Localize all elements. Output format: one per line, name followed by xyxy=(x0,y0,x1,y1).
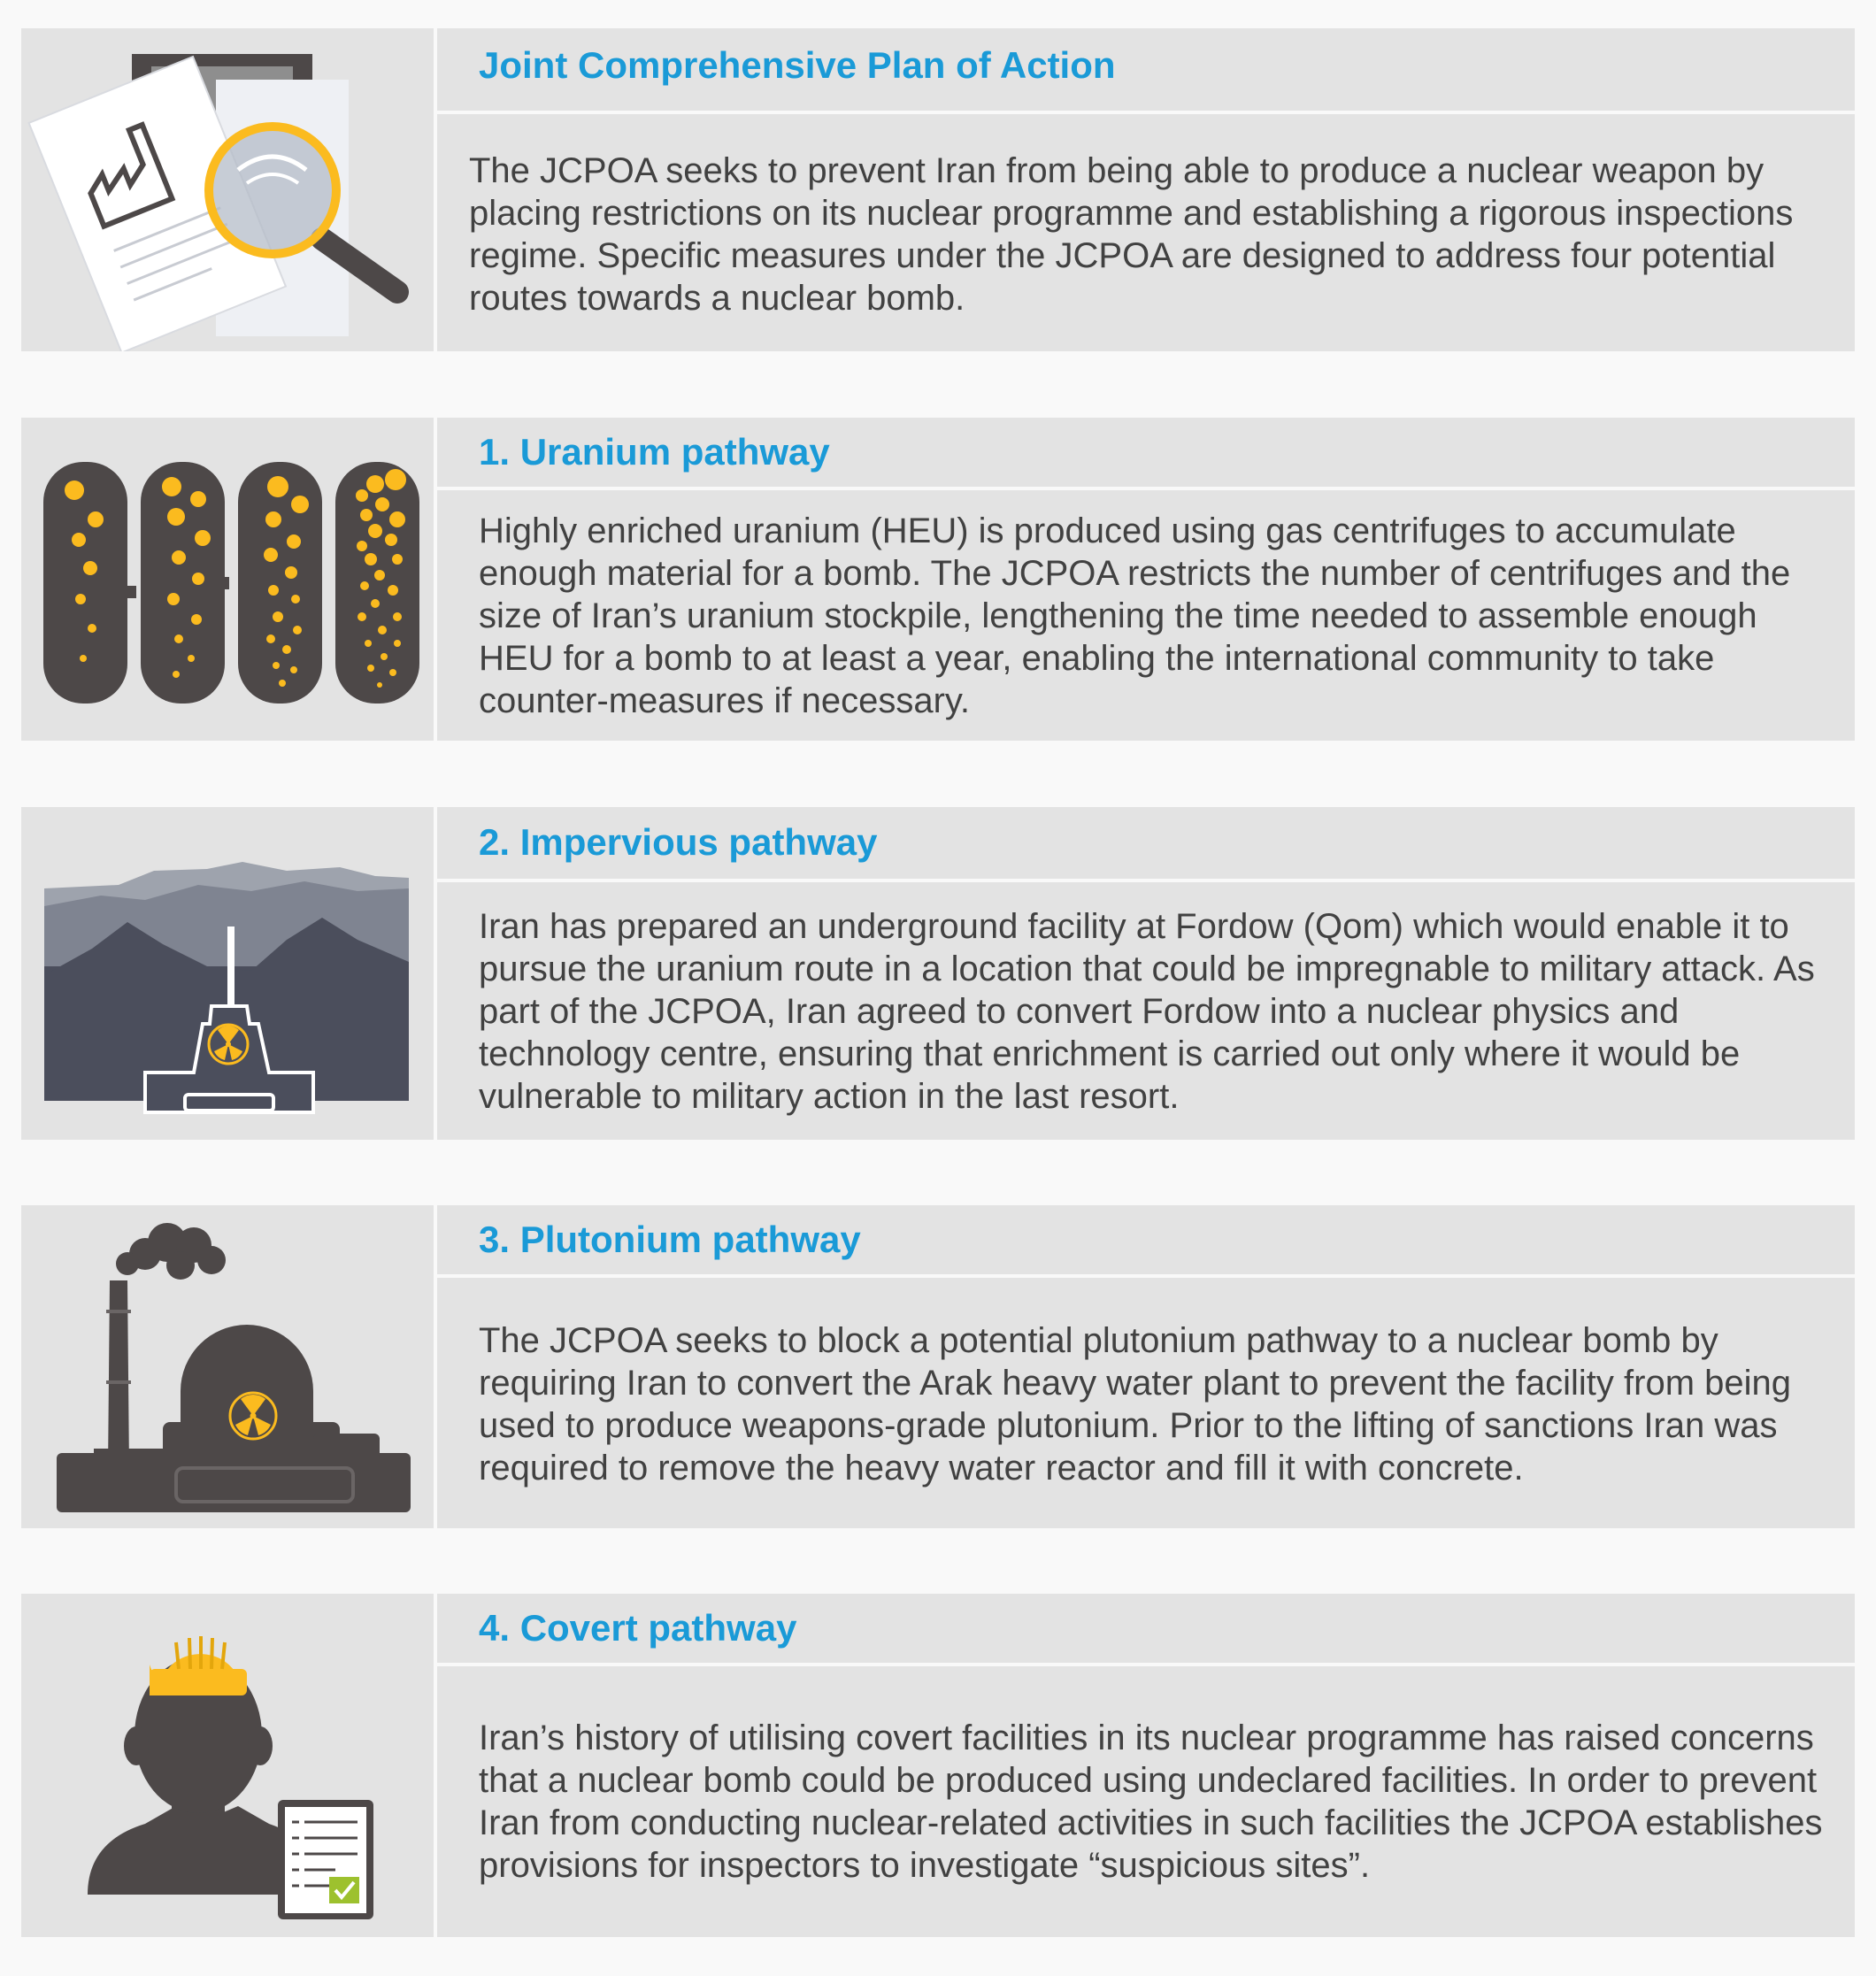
section-title: 3. Plutonium pathway xyxy=(479,1219,861,1260)
underground-facility-icon xyxy=(21,807,434,1140)
section-title: 4. Covert pathway xyxy=(479,1607,797,1649)
nuclear-reactor-plant-icon xyxy=(21,1205,434,1528)
section-body: Iran’s history of utilising covert facilities in its nuclear programme has raised concerns that a nuclear bomb could be produced using undeclared facilities. In order to prevent Iran from conducting nuclear-related activities in such facilities the JCPOA establishes provisions for inspectors to investigate “suspicious sites”. xyxy=(479,1718,1823,1885)
section-covert-pathway xyxy=(21,1594,1855,1937)
section-title: 2. Impervious pathway xyxy=(479,821,878,863)
magnifying-glass-over-document-icon xyxy=(21,28,434,351)
icon-cell xyxy=(21,28,434,351)
centrifuges-icon xyxy=(21,418,434,741)
section-body: Iran has prepared an underground facility at Fordow (Qom) which would enable it to pursue the uranium route in a location that could be impregnable to military attack. As part of the JCPOA, Iran agreed to convert Fordow into a nuclear physics and technology centre, ensuring that enrichment is carried out only where it would be vulnerable to military action in the last resort. xyxy=(479,907,1815,1116)
section-body: Highly enriched uranium (HEU) is produced using gas centrifuges to accumulate enough material for a bomb. The JCPOA restricts the number of centrifuges and the size of Iran’s uranium stockpile, lengthening the time needed to assemble enough HEU for a bomb to at least a year, enabling the international community to take counter-measures if necessary. xyxy=(479,511,1791,720)
section-header xyxy=(437,1594,1855,1663)
section-header xyxy=(437,1205,1855,1274)
section-body: The JCPOA seeks to prevent Iran from being able to produce a nuclear weapon by placing restrictions on its nuclear programme and establishing a rigorous inspections regime. Specific measures under the JCPOA are designed to address four potential routes towards a nuclear bomb. xyxy=(469,151,1794,318)
section-body: The JCPOA seeks to block a potential plutonium pathway to a nuclear bomb by requiring Iran to convert the Arak heavy water plant to prevent the facility from being used to produce weapons-grade plutonium. Prior to the lifting of sanctions Iran was required to remove the heavy water reactor and fill it with concrete. xyxy=(479,1321,1792,1488)
section-impervious-pathway xyxy=(21,807,1855,1140)
inspector-with-checklist-icon xyxy=(21,1594,434,1937)
section-plutonium-pathway xyxy=(21,1205,1855,1528)
section-header xyxy=(437,418,1855,487)
section-title: 1. Uranium pathway xyxy=(479,431,830,473)
section-uranium-pathway xyxy=(21,418,1855,741)
icon-cell xyxy=(21,1205,434,1528)
section-jcpoa xyxy=(21,28,1855,351)
icon-cell xyxy=(21,807,434,1140)
icon-cell xyxy=(21,418,434,741)
section-header xyxy=(437,807,1855,879)
section-header xyxy=(437,28,1855,111)
icon-cell xyxy=(21,1594,434,1937)
section-title: Joint Comprehensive Plan of Action xyxy=(479,44,1116,86)
